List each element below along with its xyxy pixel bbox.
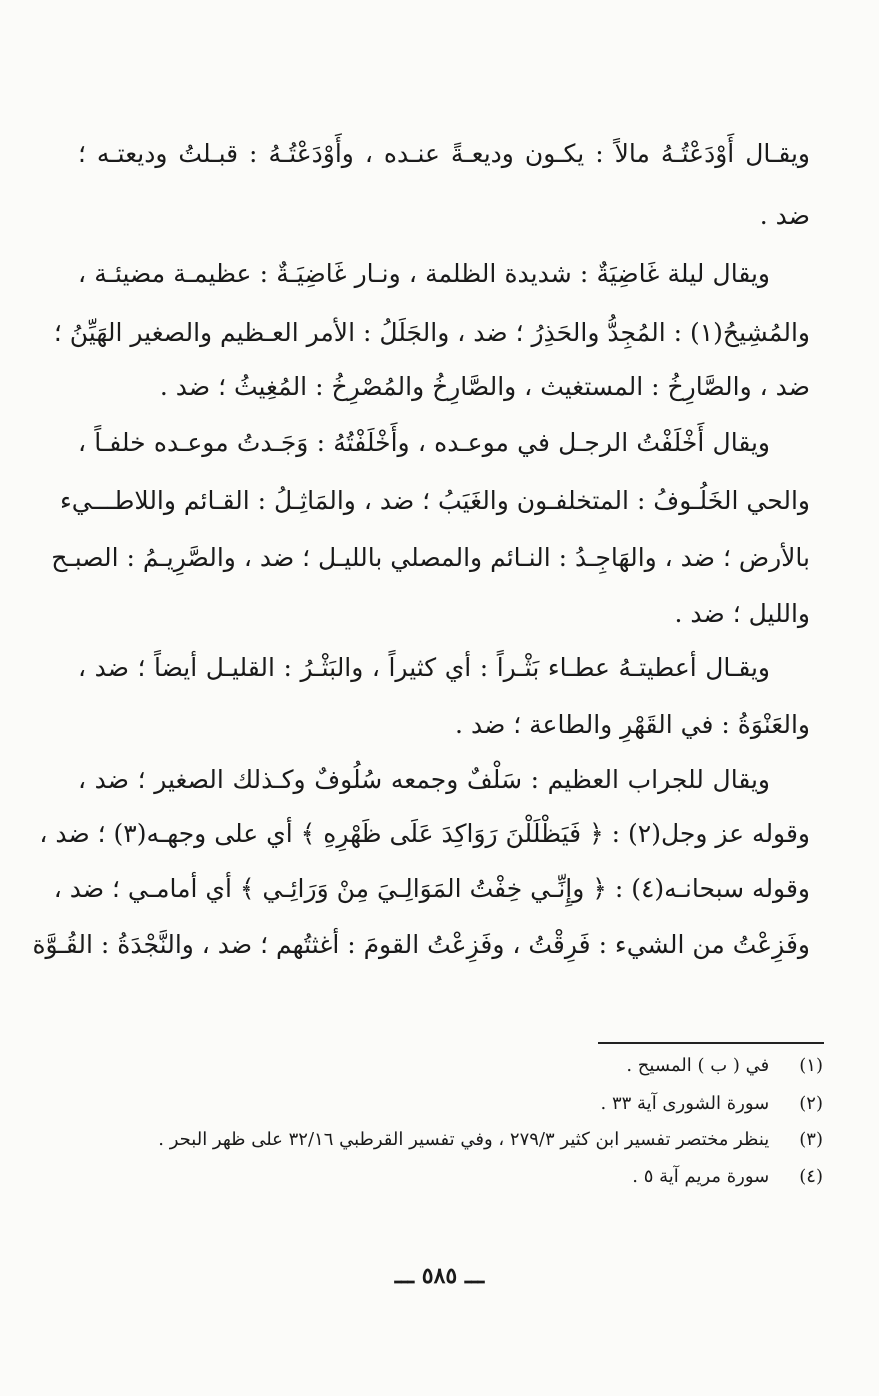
text-line-2: ضد . bbox=[759, 201, 810, 230]
text-line-9: والليل ؛ ضد . bbox=[674, 599, 810, 628]
text-line-15: وفَزِعْتُ من الشيء : فَرِقْتُ ، وفَزِعْتُ القومَ : أغثتُهم ؛ ضد ، والنَّجْدَةُ : القُـوَّة bbox=[32, 930, 810, 959]
footnote-text: ينظر مختصر تفسير ابن كثير ٢٧٩/٣ ، وفي تفسير القرطبي ٣٢/١٦ على ظهر البحر . bbox=[158, 1129, 770, 1150]
text-line-3: ويقال ليلة غَاضِيَةٌ : شديدة الظلمة ، ونـار غَاضِيَـةٌ : عظيمـة مضيئـة ، bbox=[78, 259, 770, 288]
footnote-number: (٤) bbox=[799, 1166, 823, 1187]
footnote-number: (٣) bbox=[799, 1129, 823, 1150]
text-line-6: ويقال أَخْلَفْتُ الرجـل في موعـده ، وأَخْلَفْتُهُ : وَجَـدتُ موعـده خلفـاً ، bbox=[78, 428, 770, 457]
text-line-4: والمُشِيحُ(١) : المُجِدُّ والحَذِرُ ؛ ضد ، والجَلَلُ : الأمر العـظيم والصغير الهَيِّنُ ؛ bbox=[53, 318, 810, 347]
footnote-text: سورة الشورى آية ٣٣ . bbox=[600, 1093, 770, 1114]
footnote-1 bbox=[63, 1053, 823, 1079]
text-line-7: والحي الخَلُـوفُ : المتخلفـون والغَيَبُ ؛ ضد ، والمَاثِـلُ : القـائم واللاطـــيء bbox=[59, 486, 810, 515]
footnote-3 bbox=[63, 1127, 823, 1153]
text-line-1: ويقـال أَوْدَعْتُـهُ مالاً : يكـون وديعـةً عنـده ، وأَوْدَعْتُـهُ : قبـلتُ وديعتـه ؛ bbox=[78, 139, 810, 168]
footnote-text: في ( ب ) المسيح . bbox=[626, 1055, 770, 1076]
page-number: ـــ ٥٨٥ ـــ bbox=[394, 1263, 485, 1289]
text-line-13: وقوله عز وجل(٢) : ﴿ فَيَظْلَلْنَ رَوَاكِدَ عَلَى ظَهْرِهِ ﴾ أي على وجهـه(٣) ؛ ضد ، bbox=[39, 819, 810, 848]
footnote-text: سورة مريم آية ٥ . bbox=[632, 1166, 770, 1187]
footnote-4 bbox=[63, 1164, 823, 1190]
text-line-8: بالأرض ؛ ضد ، والهَاجِـدُ : النـائم والمصلي بالليـل ؛ ضد ، والصَّرِيـمُ : الصبـح bbox=[51, 543, 810, 572]
footnote-number: (٢) bbox=[799, 1093, 823, 1114]
text-line-10: ويقـال أعطيتـهُ عطـاء بَثْـراً : أي كثيراً ، والبَثْـرُ : القليـل أيضاً ؛ ضد ، bbox=[78, 653, 770, 682]
footnote-number: (١) bbox=[799, 1055, 823, 1076]
footnote-2 bbox=[63, 1091, 823, 1117]
footnote-separator bbox=[598, 1042, 824, 1044]
text-line-5: ضد ، والصَّارِخُ : المستغيث ، والصَّارِخُ والمُصْرِخُ : المُغِيثُ ؛ ضد . bbox=[159, 372, 810, 401]
text-line-11: والعَنْوَةُ : في القَهْرِ والطاعة ؛ ضد . bbox=[455, 710, 810, 739]
text-line-14: وقوله سبحانـه(٤) : ﴿ وإِنِّـي خِفْتُ المَوَالِـيَ مِنْ وَرَائِـي ﴾ أي أمامـي ؛ ضد ، bbox=[53, 874, 810, 903]
text-line-12: ويقال للجراب العظيم : سَلْفٌ وجمعه سُلُوفٌ وكـذلك الصغير ؛ ضد ، bbox=[78, 765, 770, 794]
